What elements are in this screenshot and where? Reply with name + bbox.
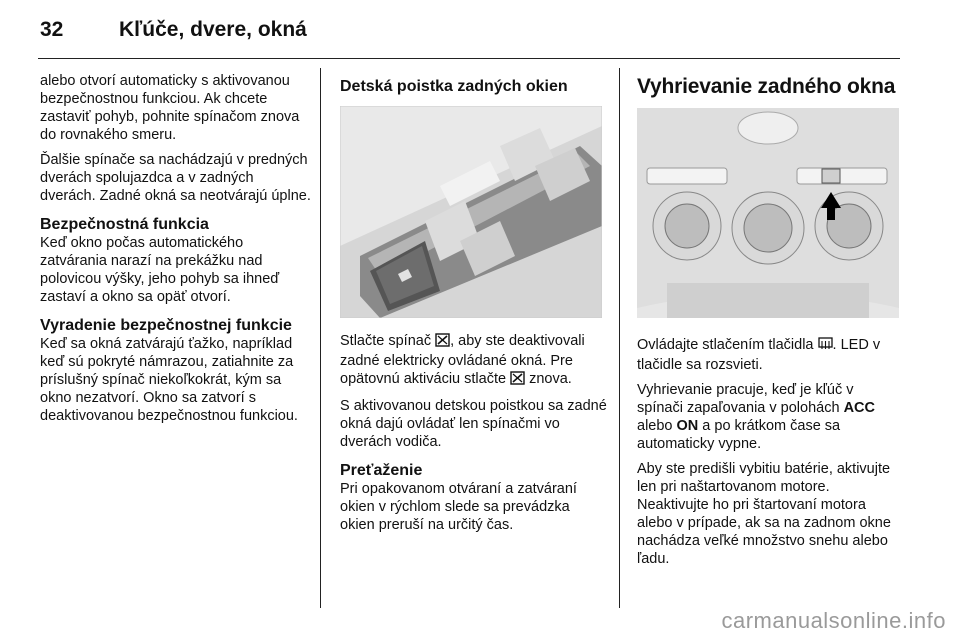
column-divider [619,68,620,608]
paragraph-text: Ovládajte stlačením tlačidla [637,337,818,353]
chapter-title: Kľúče, dvere, okná [119,18,307,41]
section-heading: Detská poistka zadných okien [340,78,568,95]
rear-window-heating-icon [818,337,833,356]
paragraph: alebo otvorí automaticky s aktivovanou bezpečnostnou funkciou. Ak chcete zastaviť pohyb, pohnite spínačom znova do rovnakého smeru. [40,73,300,143]
child-lock-window-icon [435,333,450,352]
paragraph: Aby ste predišli vybitiu batérie, aktivujte len pri naštartovanom motore. Neaktivujte ho pri štartovaní motora alebo v prípade, ak sa na zadnom okne nachádza veľké množstvo snehu alebo ľadu. [637,461,891,567]
climate-control-figure [637,108,899,318]
column-divider [320,68,321,608]
paragraph-text: Vyhrievanie pracuje, keď je kľúč v spínači zapaľovania v polohách [637,382,854,416]
paragraph: Ďalšie spínače sa nachádzajú v predných dverách spolujazdca a v zadných dverách. Zadné okná sa neotvárajú úplne. [40,152,311,204]
column-3 [637,74,903,575]
paragraph: Keď okno počas automatického zatvárania narazí na prekážku nad polovicou výšky, jeho pohyb sa ihneď zastaví a okno sa opäť otvorí. [40,235,280,305]
paragraph-text: , aby ste deaktivovali zadné elektricky ovládané okná. Pre opätovnú aktiváciu stlačte [340,333,585,387]
column-2 [340,77,608,541]
paragraph [637,381,903,453]
child-lock-window-icon [510,371,525,390]
section-heading: Vyhrievanie zadného okna [637,75,896,98]
section-heading: Bezpečnostná funkcia [40,216,209,233]
paragraph-text: . LED v tlačidle sa rozsvieti. [637,337,881,373]
column-1 [40,72,312,432]
section-heading: Preťaženie [340,462,423,479]
paragraph [637,336,903,374]
paragraph: Keď sa okná zatvárajú ťažko, napríklad keď sú pokryté námrazou, zatiahnite za príslušný spínač niekoľkokrát, kým sa okno nezatvorí. Okno sa zatvorí s deaktivovanou bezpečnostnou funkciou. [40,336,298,424]
window-switches-figure [340,106,602,318]
section-heading: Vyradenie bezpečnostnej funkcie [40,317,292,334]
key-position-on: ON [676,418,699,434]
paragraph [340,332,608,390]
paragraph-text: Stlačte spínač [340,333,436,349]
paragraph-text: znova. [525,371,572,387]
paragraph: Pri opakovanom otváraní a zatváraní okien v rýchlom slede sa prevádzka okien preruší na určitý čas. [340,481,577,533]
paragraph: S aktivovanou detskou poistkou sa zadné okná dajú ovládať len spínačmi vo dverách vodiča. [340,398,607,450]
watermark: carmanualsonline.info [721,608,946,633]
paragraph-text: a po krátkom čase sa automaticky vypne. [637,418,841,452]
paragraph-text: alebo [637,418,677,434]
header-rule [38,58,900,59]
page-number: 32 [40,18,64,41]
key-position-acc: ACC [843,400,875,416]
